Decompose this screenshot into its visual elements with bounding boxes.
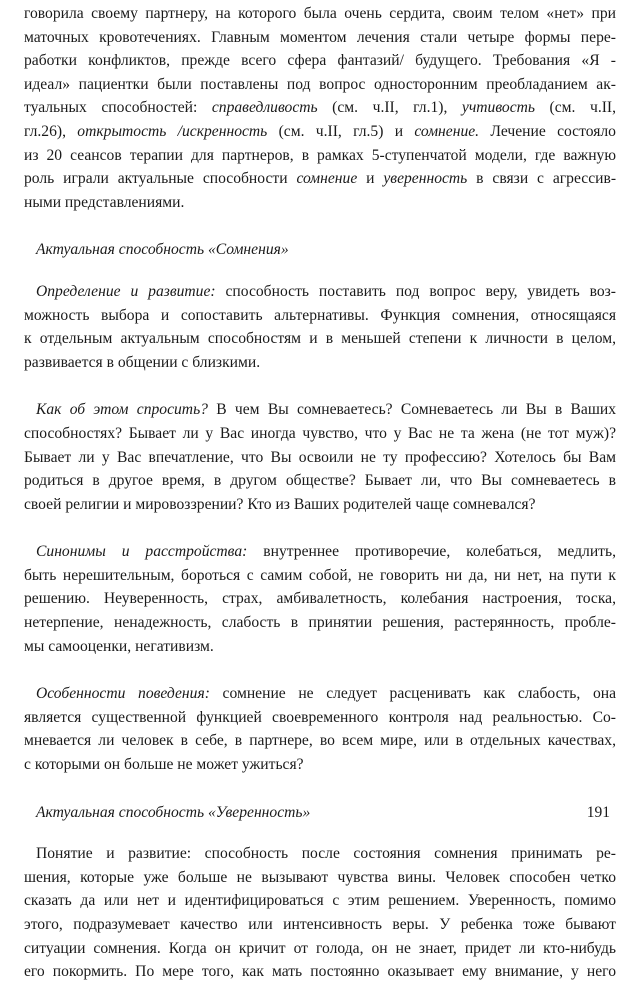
emphasis-term: уверенность	[383, 170, 468, 188]
text-line: решению. Неуверенность, страх, амбивалетность, колебания настроения, тоска,	[24, 590, 616, 608]
emphasis-term: сомнение.	[414, 122, 480, 140]
text-line: нетерпение, ненадежность, слабость в принятии решения, растерянность, пробле-	[24, 614, 616, 632]
text-line: быть нерешительным, бороться с самим собой, не говорить ни да, ни нет, на пути к	[24, 566, 616, 584]
text-line: говорила своему партнеру, на которого была очень сердита, своим телом «нет» при	[24, 5, 616, 22]
text-line: Как об этом спросить? В чем Вы сомневаетесь? Сомневаетесь ли Вы в Ваших	[36, 401, 616, 419]
text-line: Особенности поведения: сомнение не следует расценивать как слабость, она	[36, 685, 617, 703]
book-page	[24, 2, 616, 984]
text-line: мневается ли человек в себе, в партнере, во всем мире, или в отдельных качествах,	[24, 732, 616, 750]
emphasis-term: сомнение	[296, 170, 358, 188]
section-heading-certainty: Актуальная способность «Уверенность»	[36, 803, 311, 821]
text-line: ситуации сомнения. Когда он кричит от голода, он не знает, придет ли кто-нибудь	[24, 939, 616, 957]
text-line: работки конфликтов, прежде всего сфера фантазий/ будущего. Требования «Я -	[24, 52, 616, 70]
emphasis-term: справедливость	[211, 99, 318, 117]
paragraph-definition	[24, 280, 616, 374]
text-line: родиться в другое время, в другом обществе? Бывает ли, что Вы сомневаетесь в	[24, 472, 616, 490]
text-line: этого, подразумевает качество или интенсивность веры. У ребенка тоже бывают	[24, 916, 616, 933]
text-line: его покормить. По мере того, как мать постоянно оказывает ему внимание, у него	[24, 963, 616, 981]
text-line: с которыми он больше не может ужиться?	[24, 756, 304, 774]
text-line: является существенной функцией своевременного контроля над реальностью. Со-	[24, 708, 616, 726]
text-line: можность выбора и сопоставить альтернативы. Функция сомнения, относящаяся	[24, 306, 616, 324]
paragraph-question	[24, 398, 616, 516]
emphasis-term: открытость /искренность	[77, 122, 268, 140]
text-line: роль играли актуальные способности сомнение и уверенность в связи с агрессив-	[24, 170, 617, 188]
paragraph-case-description	[24, 2, 616, 214]
paragraph-label: Как об этом спросить?	[36, 401, 208, 419]
paragraph-label: Синонимы и расстройства:	[36, 543, 248, 561]
text-line: Понятие и развитие: способность после состояния сомнения принимать ре-	[36, 845, 616, 863]
page-number: 191	[586, 804, 610, 821]
text-line: сказать да или нет и идентифицироваться с этим решением. Уверенность, помимо	[24, 892, 616, 910]
section-heading-doubt: Актуальная способность «Сомнения»	[36, 241, 289, 259]
text-line: Синонимы и расстройства: внутреннее противоречие, колебаться, медлить,	[36, 543, 616, 561]
text-line: идеал» пациентки были поставлены под вопрос односторонним преобладанием ак-	[24, 75, 616, 93]
text-line: мы самооценки, негативизм.	[24, 637, 214, 655]
paragraph-label: Определение и развитие:	[36, 282, 216, 300]
text-line: ными представлениями.	[24, 193, 185, 211]
text-line: из 20 сеансов терапии для партнеров, в рамках 5-ступенчатой модели, где важную	[24, 146, 616, 164]
text-line: маточных кровотечениях. Главным моментом лечения стали четыре формы пере-	[24, 28, 616, 46]
emphasis-term: учтивость	[461, 99, 535, 117]
paragraph-synonyms	[24, 540, 616, 658]
paragraph-label: Особенности поведения:	[36, 685, 210, 703]
text-line: туальных способностей: справедливость (см. ч.II, гл.1), учтивость (см. ч.II,	[24, 99, 617, 117]
text-line: шения, которые уже больше не вызывают чувства вины. Человек способен четко	[24, 868, 616, 886]
text-line: гл.26), открытость /искренность (см. ч.II, гл.5) и сомнение. Лечение состояло	[24, 122, 616, 140]
text-line: Бывает ли у Вас впечатление, что Вы освоили не ту профессию? Хотелось бы Вам	[24, 448, 616, 466]
text-line: развивается в общении с близкими.	[24, 353, 261, 371]
text-line: своей религии и мировоззрении? Кто из Ваших родителей чаще сомневался?	[24, 495, 536, 513]
paragraph-concept	[24, 842, 616, 984]
text-line: Определение и развитие: способность поставить под вопрос веру, увидеть воз-	[36, 282, 616, 300]
text-line: к отдельным актуальным способностям и в меньшей степени к личности в целом,	[24, 330, 616, 348]
paragraph-behavior	[24, 682, 616, 776]
text-line: способностях? Бывает ли у Вас иногда чувство, что у Вас не та жена (не тот муж)?	[24, 424, 616, 442]
